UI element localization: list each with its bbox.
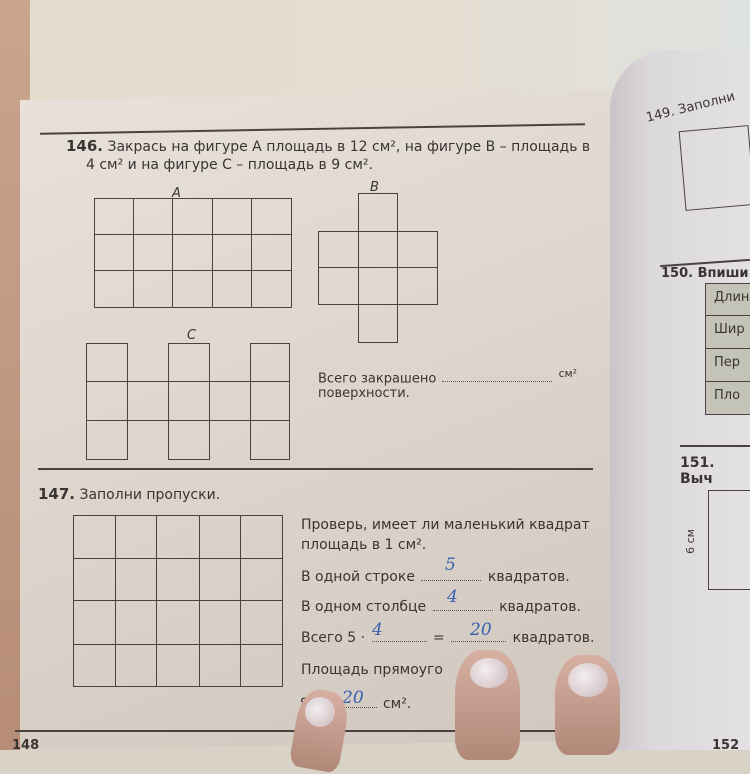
exercise-147-grid xyxy=(73,515,283,687)
figure-b-cross xyxy=(318,193,438,343)
exercise-151-title: 151. Выч xyxy=(680,455,715,487)
figure-c-shape xyxy=(86,343,278,460)
figure-a-grid xyxy=(94,198,292,308)
table-row: Пло xyxy=(705,382,750,415)
handwritten-col-answer: 4 xyxy=(447,587,458,607)
unit-label: см² xyxy=(558,367,578,380)
area-unit: см². xyxy=(382,696,412,712)
figure-a-label: A xyxy=(172,186,181,201)
total-shaded-label: Всего закрашено xyxy=(318,371,437,387)
total-unit: квадратов. xyxy=(512,630,595,646)
total-shaded-line2: поверхности. xyxy=(318,386,410,401)
table-row: Пер xyxy=(705,349,750,382)
exercise-149-rectangle xyxy=(679,125,750,211)
col-label: В одном столбце xyxy=(301,599,427,615)
exercise-149-title: 149. Заполни xyxy=(644,89,737,126)
exercise-147-title xyxy=(38,485,220,504)
exercise-number: 146. xyxy=(66,137,104,155)
handwritten-total: 20 xyxy=(470,620,492,640)
exercise-text-line1: Закрась на фигуре A площадь в 12 см², на фигуре B – площадь в xyxy=(107,139,591,155)
exercise-number: 147. xyxy=(38,485,76,503)
figure-b-label: B xyxy=(370,180,379,195)
exercise-150-table xyxy=(705,283,750,415)
area-label: Площадь прямоуго xyxy=(301,662,443,678)
row-answer-blank[interactable] xyxy=(421,579,481,581)
col-answer-blank[interactable] xyxy=(433,609,493,611)
total-blank[interactable] xyxy=(451,640,506,642)
fingernail xyxy=(568,663,608,697)
row-label: В одной строке xyxy=(301,569,415,585)
check-line2: площадь в 1 см². xyxy=(301,537,427,553)
row-count-line xyxy=(301,569,570,585)
exercise-text: Заполни пропуски. xyxy=(79,487,221,503)
divider-rule xyxy=(38,468,593,470)
table-row: Длин xyxy=(705,283,750,316)
factor-blank[interactable] xyxy=(372,640,427,642)
handwritten-factor: 4 xyxy=(372,620,383,640)
answer-blank[interactable] xyxy=(442,380,552,382)
dimension-label: 6 см xyxy=(683,529,697,554)
total-prefix: Всего 5 · xyxy=(301,630,366,646)
row-unit: квадратов. xyxy=(487,569,570,585)
next-exercise-number: 152 xyxy=(712,738,740,753)
table-row: Шир xyxy=(705,316,750,349)
fingernail xyxy=(470,658,508,688)
equals-sign: = xyxy=(433,630,445,646)
exercise-150-title: 150. Впиши xyxy=(661,266,749,281)
exercise-text-line2: 4 см² и на фигуре C – площадь в 9 см². xyxy=(86,157,373,173)
fingernail xyxy=(305,697,335,727)
figure-c-label: C xyxy=(187,328,197,343)
next-exercise-number: 148 xyxy=(12,738,40,753)
col-count-line xyxy=(301,599,581,615)
check-line1: Проверь, имеет ли маленький квадрат xyxy=(301,517,590,533)
total-shaded-line xyxy=(318,367,577,386)
divider-rule xyxy=(680,445,750,447)
col-unit: квадратов. xyxy=(499,599,581,615)
exercise-146-title xyxy=(66,137,596,174)
exercise-151-rectangle xyxy=(708,490,750,590)
total-squares-line xyxy=(301,630,595,646)
handwritten-area: 20 xyxy=(342,688,364,708)
handwritten-row-answer: 5 xyxy=(445,555,456,575)
